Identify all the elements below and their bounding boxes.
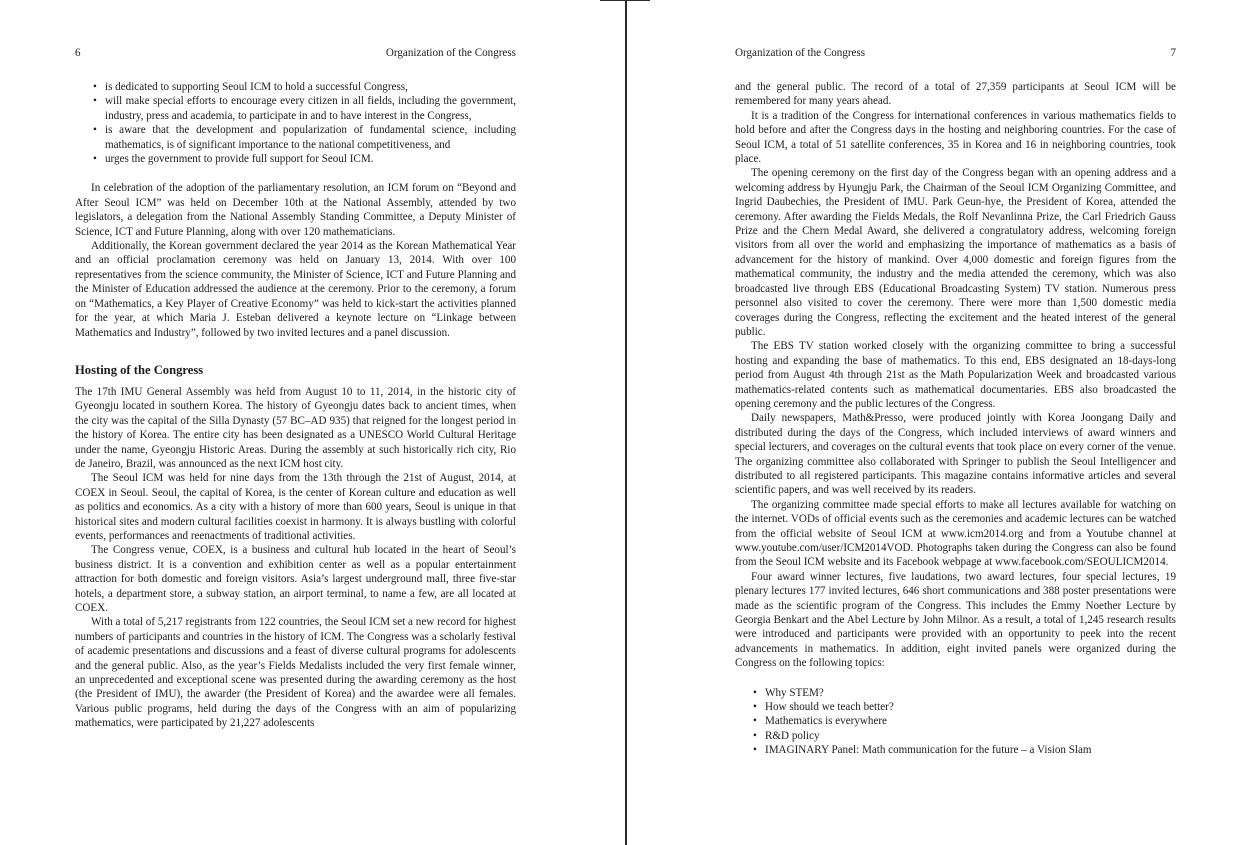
list-item: • Mathematics is everywhere [765, 714, 1176, 728]
paragraph: The 17th IMU General Assembly was held from August 10 to 11, 2014, in the historic city of Gyeongju located in southern Korea. The history of Gyeongju dates back to ancient times, when the city was the capital of the Silla Dynasty (57 BC–AD 935) that reigned for the longest period in the history of Korea. The entire city has been designated as a UNESCO World Cultural Heritage under the name, Gyeongju Historic Areas. During the assembly at such historically rich city, Rio de Janeiro, Brazil, was announced as the next ICM host city. [75, 385, 516, 470]
page-gutter-divider [625, 0, 627, 845]
paragraph: Additionally, the Korean government declared the year 2014 as the Korean Mathematical Year and an official proclamation ceremony was held on January 13, 2014. With over 100 representatives from the science community, the Minister of Science, ICT and Future Planning and the Minister of Education addressed the audience at the ceremony. Prior to the ceremony, a forum on “Mathematics, a Key Player of Creative Economy” was held to kick-start the activities planned for the year, at which Maria J. Esteban delivered a keynote lecture on “Linkage between Mathematics and Industry”, followed by two invited lectures and a panel discussion. [75, 240, 516, 339]
paragraph: It is a tradition of the Congress for international conferences in various mathematics fields to hold before and after the Congress days in the hosting and neighboring countries. For the case of Seoul ICM, a total of 51 satellite conferences, 35 in Korea and 16 in neighboring countries, took place. [735, 109, 1176, 166]
running-head-title: Organization of the Congress [385, 47, 516, 59]
page-number: 6 [75, 47, 81, 59]
list-item: • R&D policy [765, 729, 1176, 743]
paragraph: The organizing committee made special efforts to make all lectures available for watching on the internet. VODs of official events such as the ceremonies and academic lectures can be watched from the official website of Seoul ICM at www.icm2014.org and from a Youtube channel at www.youtube.com/user/ICM2014VOD. Photographs taken during the Congress can also be found from the Seoul ICM website and its Facebook webpage at www.facebook.com/SEOULICM2014. [735, 498, 1176, 569]
list-item: • IMAGINARY Panel: Math communication for the future – a Vision Slam [765, 743, 1176, 757]
right-running-header [735, 46, 1176, 63]
list-item: • is dedicated to supporting Seoul ICM to hold a successful Congress, [105, 80, 516, 94]
paragraph: The Seoul ICM was held for nine days from the 13th through the 21st of August, 2014, at COEX in Seoul. Seoul, the capital of Korea, is the center of Korean culture and education as well as politics and economics. As a city with a history of more than 600 years, Seoul is unique in that historical sites and modern cultural facilities coexist in harmony. It is always bustling with colorful events, performances and reenactments of traditional activities. [75, 472, 516, 542]
paragraph-continuation: and the general public. The record of a total of 27,359 participants at Seoul ICM will be remembered for many years ahead. [735, 81, 1176, 108]
list-item: • How should we teach better? [765, 700, 1176, 714]
paragraph: The opening ceremony on the first day of the Congress began with an opening address and a welcoming address by Hyungju Park, the Chairman of the Seoul ICM Organizing Committee, and Ingrid Daubechies, the President of IMU. Park Geun-hye, the President of Korea, attended the ceremony. After awarding the Fields Medals, the Rolf Nevanlinna Prize, the Carl Friedrich Gauss Prize and the Chern Medal Award, she delivered a congratulatory address, welcoming foreign visitors from all over the world and emphasizing the importance of mathematics as a basis of advancement for the history of mankind. Over 4,000 domestic and foreign figures from the mathematical community, the industry and the media attended the ceremony, which was also broadcasted live through EBS (Educational Broadcasting System) TV station. Numerous press personnel also visited to cover the ceremony. There were more than 1,500 domestic media coverages during the Congress, reflecting the excitement and the heated interest of the general public. [735, 167, 1176, 338]
panel-topics-list [735, 686, 1176, 758]
left-page [75, 46, 516, 731]
resolution-bullet-list [75, 80, 516, 166]
paragraph: The Congress venue, COEX, is a business and cultural hub located in the heart of Seoul’s business district. It is a convention and exhibition center as well as a popular entertainment attraction for both domestic and foreign visitors. Asia’s largest underground mall, three five-star hotels, a department store, a subway station, an airport terminal, to name a few, are all located at COEX. [75, 544, 516, 614]
list-item: • is aware that the development and popularization of fundamental science, including mathematics, is of significant importance to the national competitiveness, and [105, 123, 516, 152]
running-head-title: Organization of the Congress [735, 47, 866, 59]
page-number: 7 [1170, 47, 1176, 59]
left-running-header [75, 46, 516, 63]
paragraph: Four award winner lectures, five laudations, two award lectures, four special lectures, 19 plenary lectures 177 invited lectures, 646 short communications and 388 poster presentations were made as the scientific program of the Congress. This includes the Emmy Noether Lecture by Georgia Benkart and the Abel Lecture by John Milnor. As a result, a total of 1,245 research results were introduced and participants were provided with an opportunity to peek into the recent advancements in mathematics. In addition, eight invited panels were organized during the Congress on the following topics: [735, 570, 1176, 670]
paragraph: Daily newspapers, Math&Presso, were produced jointly with Korea Joongang Daily and distributed during the days of the Congress, which included interviews of award winners and special lecturers, and coverages on the cultural events that took place on every corner of the venue. The organizing committee also collaborated with Springer to publish the Seoul Intelligencer and distributed to all registered participants. This magazine contains informative articles and several scientific papers, and was well received by its readers. [735, 412, 1176, 497]
list-item: • urges the government to provide full support for Seoul ICM. [105, 152, 516, 166]
paragraph: With a total of 5,217 registrants from 122 countries, the Seoul ICM set a new record for highest numbers of participants and countries in the history of ICM. The Congress was a scholarly festival of academic presentations and discussions and a feast of diverse cultural programs for adolescents and the general public. Also, as the year’s Fields Medalists included the very first female winner, an unprecedented and exceptional scene was presented during the awarding ceremony as the host (the President of IMU), the awarder (the President of Korea) and the awardee were all females. Various public programs, held during the days of the Congress with an aim of popularizing mathematics, were participated by 21,227 adolescents [75, 616, 516, 730]
list-item: • will make special efforts to encourage every citizen in all fields, including the government, industry, press and academia, to participate in and to have interest in the Congress, [105, 94, 516, 123]
right-page [735, 46, 1176, 758]
section-heading: Hosting of the Congress [75, 362, 204, 377]
paragraph: The EBS TV station worked closely with the organizing committee to bring a successful hosting and expanding the base of mathematics. To this end, EBS designated an 18-days-long period from August 4th through 21st as the Math Popularization Week and broadcasted various mathematics-related contents such as mathematical documentaries. EBS also broadcasted the opening ceremony and the public lectures of the Congress. [735, 340, 1176, 410]
list-item: • Why STEM? [765, 686, 1176, 700]
paragraph: In celebration of the adoption of the parliamentary resolution, an ICM forum on “Beyond and After Seoul ICM” was held on December 10th at the National Assembly, attended by two legislators, a delegation from the National Assembly Standing Committee, a Deputy Minister of Science, ICT and Future Planning, along with over 120 mathematicians. [75, 182, 516, 238]
